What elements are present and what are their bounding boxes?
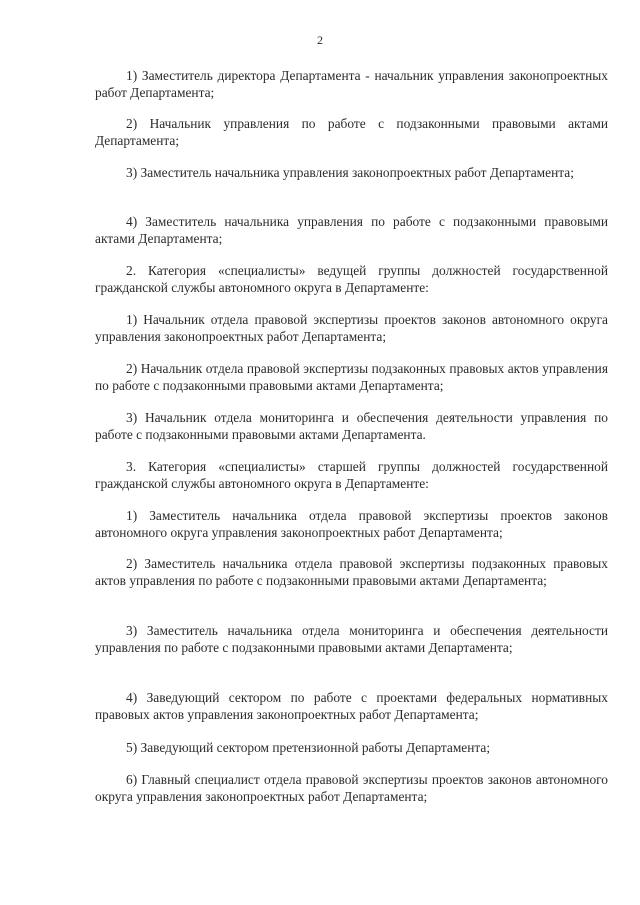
paragraph-deputy-head-monitoring: 3) Заместитель начальника отдела мониторинга и обеспечения деятельности управления по работе с подзаконными правовыми актами Департамента; [95,623,608,655]
paragraph-sector-federal-acts: 4) Заведующий сектором по работе с проектами федеральных нормативных правовых актов управления законопроектных работ Департамента; [95,690,608,722]
paragraph-head-monitoring: 3) Начальник отдела мониторинга и обеспечения деятельности управления по работе с подзаконными правовыми актами Департамента. [95,410,608,442]
paragraph-head-expertise-bylaws: 2) Начальник отдела правовой экспертизы подзаконных правовых актов управления по работе с подзаконными правовыми актами Департамента; [95,361,608,393]
paragraph-deputy-head-expertise-laws: 1) Заместитель начальника отдела правовой экспертизы проектов законов автономного округа управления законопроектных работ Департамента; [95,508,608,540]
paragraph-category-senior: 3. Категория «специалисты» старшей группы должностей государственной гражданской службы автономного округа в Департаменте: [95,459,608,491]
paragraph-head-bylaws-division: 2) Начальник управления по работе с подзаконными правовыми актами Департамента; [95,116,608,148]
paragraph-deputy-director: 1) Заместитель директора Департамента - начальник управления законопроектных работ Департамента; [95,68,608,100]
paragraph-deputy-head-bylaws: 4) Заместитель начальника управления по работе с подзаконными правовыми актами Департамента; [95,214,608,246]
paragraph-head-expertise-laws: 1) Начальник отдела правовой экспертизы проектов законов автономного округа управления законопроектных работ Департамента; [95,312,608,344]
page-number: 2 [317,33,323,47]
paragraph-sector-claims: 5) Заведующий сектором претензионной работы Департамента; [126,740,491,755]
paragraph-deputy-head-lawmaking: 3) Заместитель начальника управления законопроектных работ Департамента; [126,165,574,180]
paragraph-category-leading: 2. Категория «специалисты» ведущей группы должностей государственной гражданской службы автономного округа в Департаменте: [95,263,608,295]
paragraph-deputy-head-expertise-bylaws: 2) Заместитель начальника отдела правовой экспертизы подзаконных правовых актов управления по работе с подзаконными правовыми актами Департамента; [95,556,608,588]
paragraph-chief-specialist: 6) Главный специалист отдела правовой экспертизы проектов законов автономного округа управления законопроектных работ Департамента; [95,772,608,804]
